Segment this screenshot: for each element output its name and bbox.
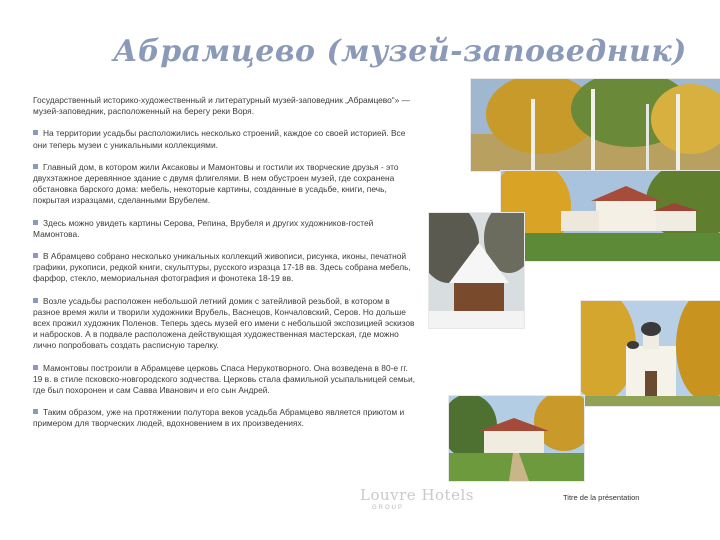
paragraph-text: Мамонтовы построили в Абрамцеве церковь Спаса Нерукотворного. Она возведена в 80-е гг. 19 в. в стиле псковско-новгородского зодчества. Церковь стала фамильной усыпальницей семьи, где был похоронен и сам Савва Иванович и его сын Андрей. bbox=[33, 362, 415, 396]
logo-subtitle: GROUP bbox=[372, 505, 405, 511]
bullet-icon bbox=[33, 409, 38, 414]
text-body bbox=[33, 95, 415, 441]
bullet-paragraph bbox=[33, 296, 415, 352]
photo-church bbox=[580, 300, 720, 407]
paragraph-text: В Абрамцево собрано несколько уникальных коллекций живописи, рисунка, иконы, печатной графики, рукописи, редкой книги, скульптуры, русского изразца 17-18 вв. Здесь собрана мебель, фарфор, стекло, мемориальная фотография и фонотека 18-19 вв. bbox=[33, 251, 411, 284]
paragraph-text: Главный дом, в котором жили Аксаковы и Мамонтовы и гостили их творческие друзья - это двухэтажное деревянное здание с двумя флигелями. В нем обустроен музей, где сохранена обстановка барского дома: мебель, некоторые картины, созданные в усадьбе, книги, печь, покрытая изразцами, сделанными Врубелем. bbox=[33, 161, 399, 206]
photo-winter-house bbox=[428, 212, 525, 329]
bullet-icon bbox=[33, 164, 38, 169]
bullet-icon bbox=[33, 220, 38, 225]
bullet-icon bbox=[33, 298, 38, 303]
paragraph-text: Таким образом, уже на протяжении полутора веков усадьба Абрамцево является приютом и примером для творческих людей, вдохновением в их произведениях. bbox=[33, 407, 405, 429]
bullet-icon bbox=[33, 253, 38, 258]
bullet-paragraph bbox=[33, 128, 415, 150]
intro-paragraph bbox=[33, 95, 415, 117]
photo-estate-path bbox=[448, 395, 585, 482]
footer-presentation-title: Titre de la présentation bbox=[563, 493, 640, 502]
paragraph-text: Здесь можно увидеть картины Серова, Репина, Врубеля и других художников-гостей Мамонтова. bbox=[33, 217, 374, 239]
bullet-paragraph bbox=[33, 251, 415, 285]
paragraph-text: Государственный историко-художественный и литературный музей-заповедник „Абрамцево“» — музей-заповедник, расположенный на берегу реки Воря. bbox=[33, 95, 410, 117]
page-title: Абрамцево (музей-заповедник) bbox=[113, 34, 687, 69]
bullet-paragraph bbox=[33, 162, 415, 207]
bullet-paragraph bbox=[33, 218, 415, 240]
photo-main-house bbox=[500, 170, 720, 262]
paragraph-text: Возле усадьбы расположен небольшой летний домик с затейливой резьбой, в котором в разное время жили и творили художники Врубель, Васнецов, Кончаловский, Серов. Но дольше всех прожил художник Поленов. Теперь здесь музей его имени с небольшой экспозицией эскизов и набросков. А в подвале расположена действующая художественная мастерская, где можно лично попробовать создать расписную тарелку. bbox=[33, 295, 415, 351]
company-logo bbox=[360, 486, 474, 504]
bullet-paragraph bbox=[33, 407, 415, 429]
photo-birch-trees bbox=[470, 78, 720, 172]
logo-text: Louvre Hotels bbox=[360, 486, 474, 504]
bullet-icon bbox=[33, 130, 38, 135]
bullet-paragraph bbox=[33, 363, 415, 397]
paragraph-text: На территории усадьбы расположились несколько строений, каждое со своей историей. Все они теперь музеи с уникальными коллекциями. bbox=[33, 128, 406, 150]
bullet-icon bbox=[33, 365, 38, 370]
